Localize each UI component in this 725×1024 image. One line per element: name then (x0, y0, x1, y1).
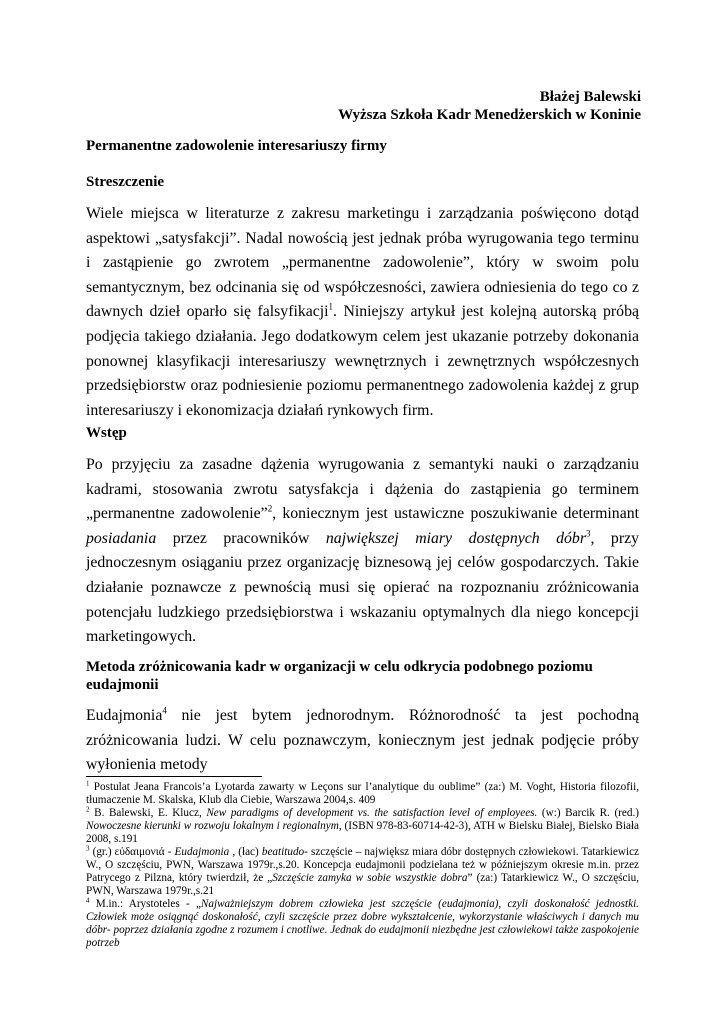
footnote-3-text-b: , (łac) (229, 846, 262, 858)
footnote-3 (86, 846, 639, 898)
section2-text-b: nie jest bytem jednorodnym. Różnorodność ta jest pochodną zróżnicowania ludzi. W celu poznawczym, koniecznym jest jednak podjęcie próby wyłonienia metody (86, 707, 639, 774)
footnote-1-number: 1 (86, 779, 90, 788)
intro-text-c: przez pracowników (156, 529, 326, 547)
footnote-2-italic-b: Nowoczesne kierunki w rozwoju lokalnym i regionalnym (86, 820, 339, 832)
footnote-divider (86, 776, 262, 777)
footnote-4-text-a: M.in.: Arystoteles - „ (89, 898, 201, 910)
abstract-text-a: Wiele miejsca w literaturze z zakresu marketingu i zarządzania poświęcono dotąd aspektowi „satysfakcji”. Nadal nowością jest jednak próba wyrugowania tego terminu i zastąpienie go zwrotem „permanentne zadowolenie”, który w swoim polu semantycznym, bez odcinania się od współczesności, zawiera odniesienia do tego co z dawnych dzieł oparło się falsyfikacji (86, 205, 639, 321)
footnote-4 (86, 898, 639, 950)
intro-italic-posiadania: posiadania (86, 529, 157, 547)
footnotes-block (86, 781, 639, 950)
footnote-3-italic-a: Eudajmonia (174, 846, 230, 858)
footnote-3-italic-b: beatitudo (261, 846, 305, 858)
intro-italic-dobr: największej miary dostępnych dóbr (325, 529, 586, 547)
footnote-3-text-d: ” (za:) Tatarkiewicz W., O szczęściu, PWN, Warszawa 1979r.,s.21 (86, 872, 639, 897)
section2-paragraph (86, 704, 639, 778)
footnote-1 (86, 781, 639, 807)
footnote-2-text-b: (w:) Barcik R. (red.) (537, 807, 639, 819)
intro-paragraph (86, 453, 639, 650)
section2-heading: Metoda zróżnicowania kadr w organizacji w celu odkrycia podobnego poziomu eudajmonii (86, 659, 593, 693)
footnote-3-number: 3 (86, 844, 90, 853)
footnote-2-text-a: B. Balewski, E. Klucz, (89, 807, 207, 819)
article-title: Permanentne zadowolenie interesariuszy firmy (86, 138, 387, 154)
footnote-1-text: Postulat Jeana Francois’a Lyotarda zawarty w Leçons sur l’analytique du oublime” (za:) M. Voght, Historia filozofii, tłumaczenie M. Skalska, Klub dla Ciebie, Warszawa 2004,s. 409 (86, 781, 639, 806)
author-affiliation: Wyższa Szkoła Kadr Menedżerskich w Koninie (338, 107, 641, 123)
footnote-ref-2[interactable]: 2 (267, 503, 273, 514)
intro-text-d: , przy jednoczesnym osiąganiu przez organizację biznesową jej celów gospodarczych. Takie działanie poznawcze z pewnością musi się opierać na rozpoznaniu zróżnicowania potencjału ludzkiego przedsiębiorstwa i wskazaniu optymalnych dla niego koncepcji marketingowych. (86, 529, 640, 646)
footnote-2-number: 2 (86, 805, 90, 814)
footnote-4-number: 4 (86, 896, 90, 905)
section2-text-a: Eudajmonia (86, 707, 163, 724)
abstract-text-b: . Niniejszy artykuł jest kolejną autorską próbą podjęcia takiego działania. Jego dodatkowym celem jest ukazanie potrzeby dokonania ponownej klasyfikacji interesariuszy wewnętrznych i zewnętrznych współczesnych przedsiębiorstw oraz podniesienie poziomu permanentnego zadowolenia każdej z grup interesariuszy i ekonomizacja działań rynkowych firm. (86, 303, 639, 419)
footnote-2 (86, 807, 639, 846)
footnote-3-italic-c: Szczęście zamyka w sobie wszystkie dobra (272, 872, 468, 884)
intro-text-a: Po przyjęciu za zasadne dążenia wyrugowania z semantyki nauki o zarządzaniu kadrami, stosowania zwrotu satysfakcja i dążenia do zastąpienia go terminem „permanentne zadowolenie” (86, 456, 639, 523)
footnote-2-text-c: , (ISBN 978-83-60714-42-3), ATH w Bielsku Białej, Bielsko Biała 2008, s.191 (86, 820, 639, 845)
footnote-3-text-a: (gr.) εὐδαιμονιά - (89, 846, 175, 858)
footnote-3-text-c: - szczęście – największ miara dóbr dostępnych człowiekowi. Tatarkiewicz W., O szczęściu, PWN, Warszawa 1979r.,s.20. Koncepcja eudajmonii podzielana też w późniejszym okresie m.in. przez Patrycego z Pilzna, który twierdził, że „ (86, 846, 639, 884)
footnote-ref-4[interactable]: 4 (162, 705, 167, 716)
intro-heading: Wstęp (86, 425, 127, 441)
author-block (338, 88, 641, 124)
intro-text-b: , koniecznym jest ustawiczne poszukiwanie determinant (272, 505, 639, 523)
footnote-2-italic-a: New paradigms of development vs. the satisfaction level of employees. (206, 807, 538, 819)
footnote-ref-3[interactable]: 3 (585, 528, 591, 539)
author-name: Błażej Balewski (539, 89, 641, 105)
footnote-4-italic-a: Najważniejszym dobrem człowieka jest szczęście (eudajmonia), czyli doskonałość jednostki. Człowiek może osiągnąć doskonałość, czyli szczęście przez dobre wykształcenie, wykorzystanie właściwych i danych mu dóbr- poprzez działania zgodne z rozumem i cnotliwe. Jednak do eudajmonii niezbędne jest człowiekowi także zaspokojenie potrzeb (86, 898, 639, 949)
abstract-heading: Streszczenie (86, 174, 165, 190)
abstract-paragraph (86, 202, 639, 423)
footnote-ref-1[interactable]: 1 (328, 302, 334, 313)
